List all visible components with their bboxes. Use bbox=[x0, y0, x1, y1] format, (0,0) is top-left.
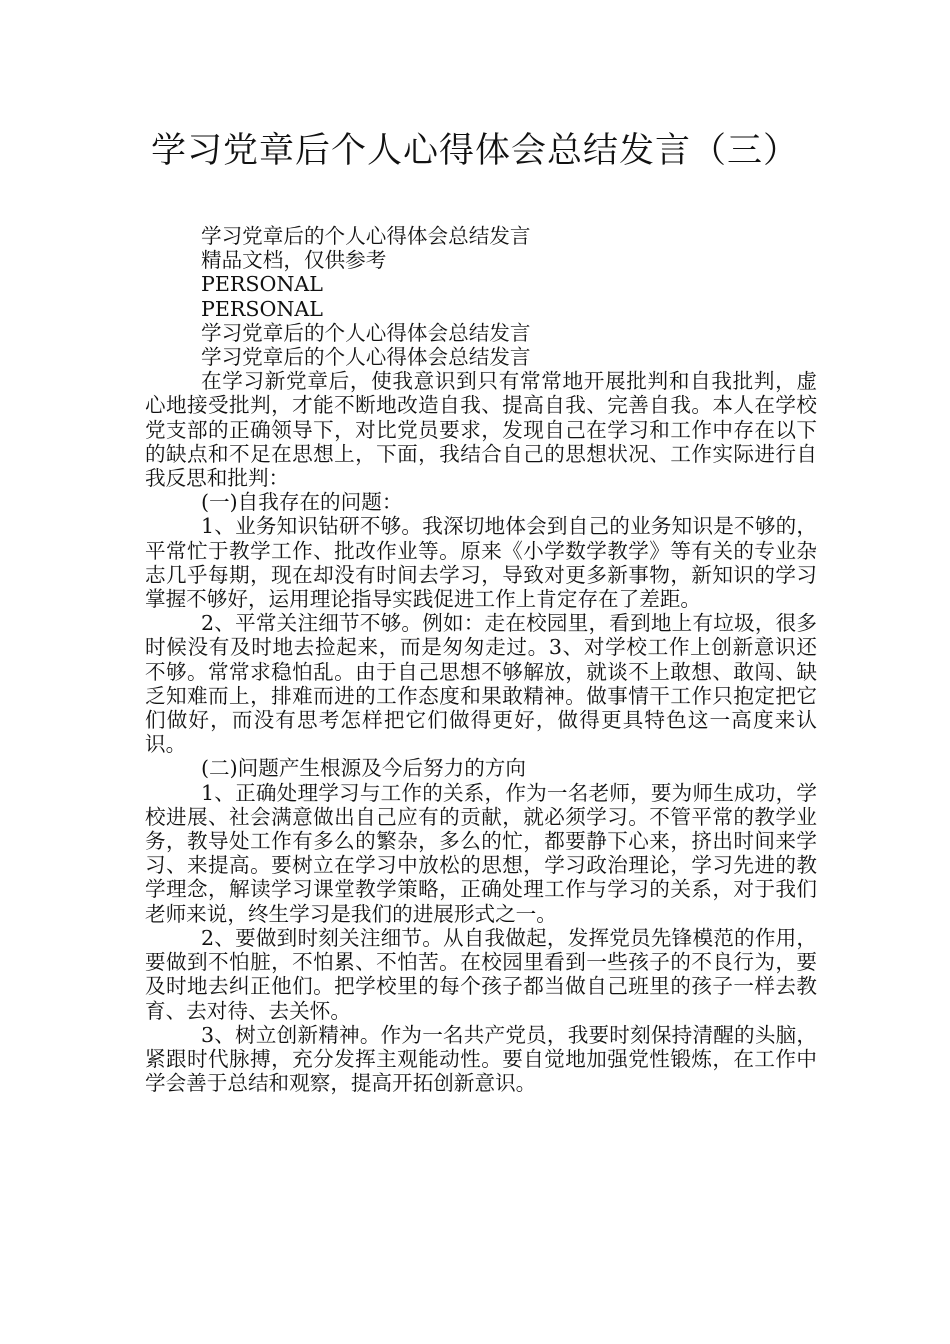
document-title: 学习党章后个人心得体会总结发言（三） bbox=[150, 131, 799, 171]
header-line: 学习党章后的个人心得体会总结发言 bbox=[201, 224, 531, 248]
body-paragraph: 2、平常关注细节不够。例如：走在校园里，看到地上有垃圾，很多时候没有及时地去捡起来，而是匆匆走过。3、对学校工作上创新意识还不够。常常求稳怕乱。由于自己思想不够解放，就谈不上敢想、敢闯、缺乏知难而上，排难而进的工作态度和果敢精神。做事情干工作只抱定把它们做好，而没有思考怎样把它们做得更好，做得更具特色这一高度来认识。 bbox=[145, 611, 817, 757]
header-line: 学习党章后的个人心得体会总结发言 bbox=[201, 320, 531, 345]
body-paragraph: 3、树立创新精神。作为一名共产党员，我要时刻保持清醒的头脑，紧跟时代脉搏，充分发挥主观能动性。要自觉地加强党性锻炼，在工作中学会善于总结和观察，提高开拓创新意识。 bbox=[145, 1022, 817, 1096]
body-paragraph: 1、正确处理学习与工作的关系，作为一名老师，要为师生成功，学校进展、社会满意做出自己应有的贡献，就必须学习。不管平常的教学业务，教导处工作有多么的繁杂，多么的忙，都要静下心来，挤出时间来学习、来提高。要树立在学习中放松的思想，学习政治理论，学习先进的教学理念，解读学习课堂教学策略，正确处理工作与学习的关系，对于我们老师来说，终生学习是我们的进展形式之一。 bbox=[145, 780, 817, 926]
header-line: 学习党章后的个人心得体会总结发言 bbox=[201, 345, 531, 370]
document-body bbox=[145, 224, 817, 1095]
header-line: 精品文档，仅供参考 bbox=[201, 248, 387, 273]
body-paragraph: 在学习新党章后，使我意识到只有常常地开展批判和自我批判，虚心地接受批判，才能不断地改造自我、提高自我、完善自我。本人在学校党支部的正确领导下，对比党员要求，发现自己在学习和工作中存在以下的缺点和不足在思想上，下面，我结合自己的思想状况、工作实际进行自我反思和批判： bbox=[145, 369, 817, 491]
body-paragraph: 2、要做到时刻关注细节。从自我做起，发挥党员先锋模范的作用，要做到不怕脏，不怕累、不怕苦。在校园里看到一些孩子的不良行为，要及时地去纠正他们。把学校里的每个孩子都当做自己班里的孩子一样去教育、去对待、去关怀。 bbox=[145, 925, 817, 1023]
section-heading: (二)问题产生根源及今后努力的方向 bbox=[201, 756, 526, 781]
header-line: PERSONAL bbox=[201, 272, 323, 297]
header-line: PERSONAL bbox=[201, 296, 323, 321]
body-paragraph: 1、业务知识钻研不够。我深切地体会到自己的业务知识是不够的，平常忙于教学工作、批改作业等。原来《小学数学教学》等有关的专业杂志几乎每期，现在却没有时间去学习，导致对更多新事物，新知识的学习掌握不够好，运用理论指导实践促进工作上肯定存在了差距。 bbox=[145, 514, 817, 612]
section-heading: (一)自我存在的问题： bbox=[201, 490, 403, 515]
